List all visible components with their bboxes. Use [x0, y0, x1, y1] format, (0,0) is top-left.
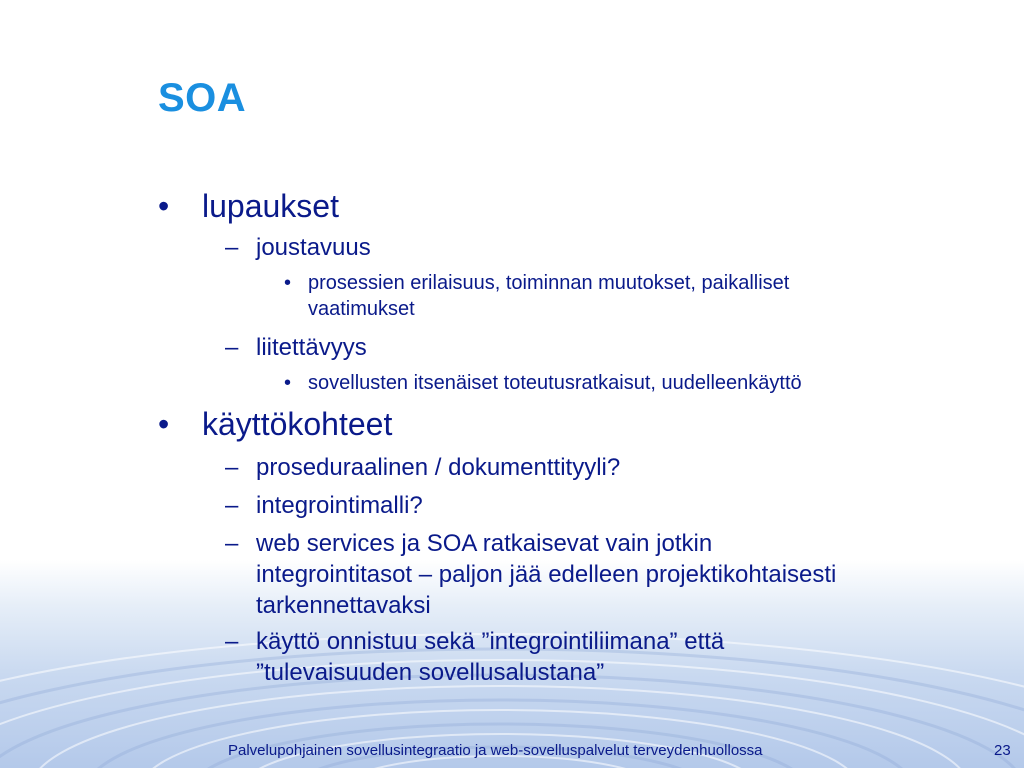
bullet-item: liitettävyys: [256, 334, 367, 361]
bullet-item-continuation: tarkennettavaksi: [256, 592, 431, 619]
dash-marker: –: [225, 628, 239, 655]
page-number: 23: [994, 742, 1011, 759]
dash-marker: –: [225, 454, 239, 481]
bullet-marker: •: [158, 406, 170, 442]
bullet-item: lupaukset: [202, 188, 339, 224]
dash-marker: –: [225, 234, 239, 261]
bullet-item: sovellusten itsenäiset toteutusratkaisut, uudelleenkäyttö: [308, 372, 802, 394]
dash-marker: –: [225, 530, 239, 557]
bullet-item: integrointimalli?: [256, 492, 423, 519]
bullet-item-continuation: ”tulevaisuuden sovellusalustana”: [256, 659, 605, 686]
footer-text: Palvelupohjainen sovellusintegraatio ja web-sovelluspalvelut terveydenhuollossa: [228, 742, 763, 759]
bullet-item-continuation: integrointitasot – paljon jää edelleen projektikohtaisesti: [256, 561, 837, 588]
bullet-marker: •: [284, 372, 292, 394]
bullet-item: joustavuus: [256, 234, 371, 261]
dash-marker: –: [225, 492, 239, 519]
bullet-marker: •: [284, 272, 292, 294]
slide-title: SOA: [158, 76, 247, 120]
bullet-item: web services ja SOA ratkaisevat vain jotkin: [256, 530, 713, 557]
bullet-marker: •: [158, 188, 170, 224]
bullet-item: proseduraalinen / dokumenttityyli?: [256, 454, 621, 481]
bullet-item: käyttökohteet: [202, 406, 393, 442]
bullet-item-continuation: vaatimukset: [308, 298, 415, 320]
dash-marker: –: [225, 334, 239, 361]
bullet-item: prosessien erilaisuus, toiminnan muutokset, paikalliset: [308, 272, 790, 294]
bullet-item: käyttö onnistuu sekä ”integrointiliimana” että: [256, 628, 725, 655]
